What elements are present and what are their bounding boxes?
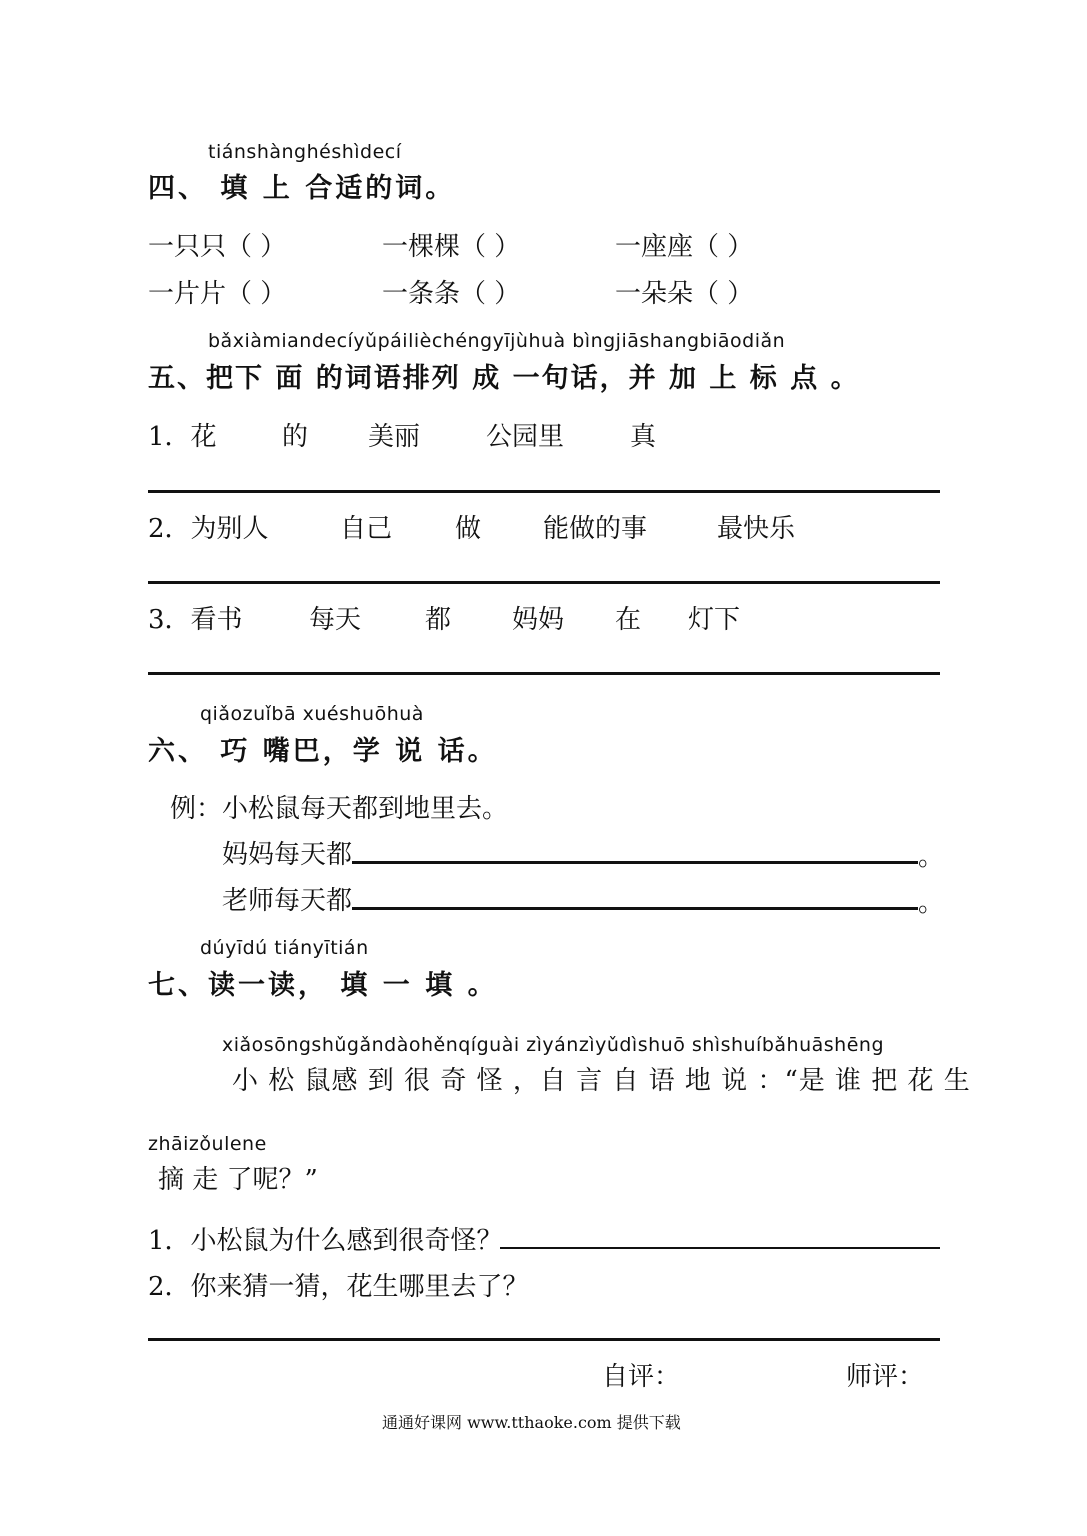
- q1-word-3: 美丽: [368, 422, 421, 452]
- q2-answer-line: [148, 581, 940, 584]
- section6-line1-blank: [352, 861, 918, 864]
- section6-line2-period: 。: [918, 888, 945, 918]
- section7-q1-blank: [500, 1247, 940, 1249]
- section4-item-6: 一朵朵（ ）: [615, 279, 754, 309]
- section6-line1-period: 。: [918, 842, 945, 872]
- q1-word-4: 公园里: [486, 422, 565, 452]
- q2-word-4: 能做的事: [543, 514, 648, 544]
- section5-pinyin: bǎxiàmiandecíyǔpáilièchéngyījùhuà bìngjiāshangbiāodiǎn: [208, 330, 786, 352]
- footer-credit: 通通好课网 www.tthaoke.com 提供下载: [382, 1413, 681, 1432]
- section7-q2-answer-line: [148, 1338, 940, 1341]
- q3-answer-line: [148, 672, 940, 675]
- q2-word-5: 最快乐: [717, 514, 796, 544]
- passage-pinyin-2: zhāizǒulene: [148, 1133, 267, 1155]
- section5-title: 五、把下 面 的词语排列 成 一句话，并 加 上 标 点 。: [148, 363, 860, 394]
- q1-word-1: 1．花: [148, 422, 217, 452]
- q2-word-1: 2．为别人: [148, 514, 269, 544]
- q1-word-2: 的: [282, 422, 309, 452]
- section4-pinyin: tiánshànghéshìdecí: [208, 141, 402, 163]
- teacher-evaluation-label: 师评：: [846, 1362, 925, 1392]
- section4-title: 四、 填 上 合适的词。: [148, 173, 456, 204]
- q1-word-5: 真: [630, 422, 657, 452]
- passage-line-2: 摘 走 了呢？”: [158, 1165, 318, 1195]
- section7-pinyin: dúyīdú tiányītián: [200, 937, 369, 959]
- section4-item-4: 一片片（ ）: [148, 279, 287, 309]
- section7-title: 七、读一读， 填 一 填 。: [148, 970, 498, 1001]
- section4-item-2: 一棵棵（ ）: [382, 232, 521, 262]
- section4-item-1: 一只只（ ）: [148, 232, 287, 262]
- section6-line2-blank: [352, 907, 918, 910]
- section6-title: 六、 巧 嘴巴，学 说 话。: [148, 736, 498, 767]
- section6-pinyin: qiǎozuǐbā xuéshuōhuà: [200, 703, 424, 725]
- passage-line-1: 小 松 鼠感 到 很 奇 怪 ，自 言 自 语 地 说 ：“是 谁 把 花 生: [232, 1066, 971, 1096]
- q3-word-3: 都: [425, 605, 452, 635]
- section7-q1: 1．小松鼠为什么感到很奇怪？: [148, 1226, 503, 1256]
- q3-word-6: 灯下: [688, 605, 741, 635]
- section6-line1-prefix: 妈妈每天都: [222, 840, 353, 870]
- self-evaluation-label: 自评：: [602, 1362, 681, 1392]
- section6-line2-prefix: 老师每天都: [222, 886, 353, 916]
- q3-word-5: 在: [615, 605, 642, 635]
- q2-word-3: 做: [455, 514, 482, 544]
- passage-pinyin-1: xiǎosōngshǔgǎndàohěnqíguài zìyánzìyǔdìshuō shìshuíbǎhuāshēng: [222, 1034, 885, 1056]
- section6-example: 例：小松鼠每天都到地里去。: [170, 794, 509, 824]
- q3-word-2: 每天: [309, 605, 362, 635]
- section7-q2: 2．你来猜一猜，花生哪里去了？: [148, 1272, 529, 1302]
- q3-word-1: 3．看书: [148, 605, 243, 635]
- q3-word-4: 妈妈: [512, 605, 565, 635]
- section4-item-3: 一座座（ ）: [615, 232, 754, 262]
- q1-answer-line: [148, 490, 940, 493]
- section4-item-5: 一条条（ ）: [382, 279, 521, 309]
- q2-word-2: 自己: [340, 514, 393, 544]
